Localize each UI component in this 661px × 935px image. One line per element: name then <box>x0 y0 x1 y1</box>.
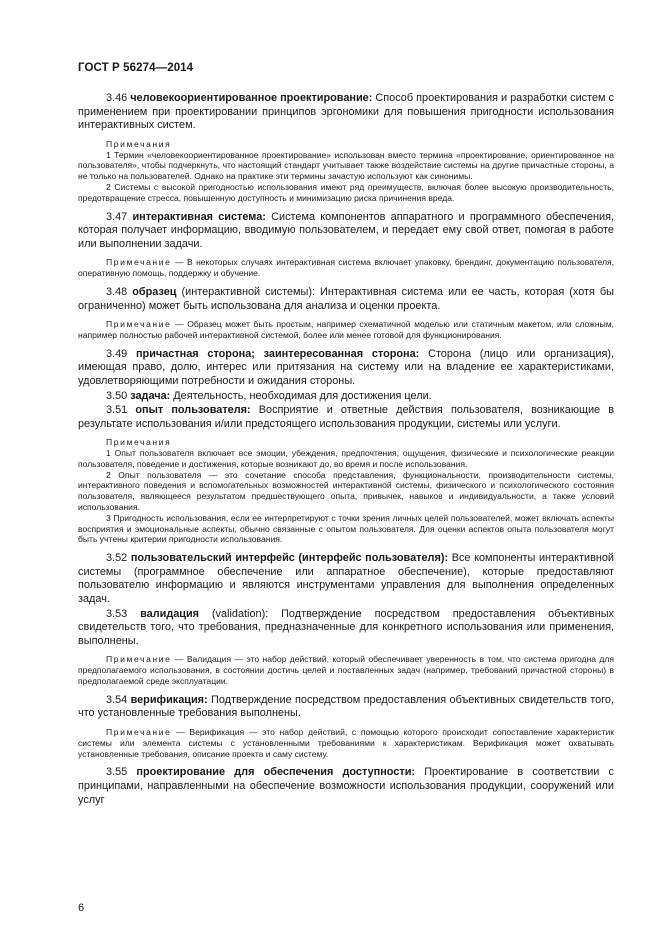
term-definition: (интерактивной системы): Интерактивная система или ее часть, которая (хотя бы ограниченно) может быть использована для анализа и оценки проекта. <box>78 285 614 312</box>
note-label: Примечание <box>106 654 172 665</box>
term-title: валидация <box>140 607 200 620</box>
term-definition: Деятельность, необходимая для достижения цели. <box>173 389 432 402</box>
term-definition: Подтверждение посредством предоставления объективных свидетельств того, что установленные требования выполнены. <box>78 693 614 720</box>
term-title: образец <box>132 285 177 298</box>
term-title: причастная сторона; заинтересованная сторона: <box>135 347 420 360</box>
note-3-48 <box>78 319 614 341</box>
term-title: человекоориентированное проектирование: <box>130 92 373 104</box>
term-title: проектирование для обеспечения доступности: <box>136 766 416 779</box>
term-number: 3.52 <box>106 552 128 565</box>
page-number: 6 <box>78 902 85 914</box>
note-text: Верификация — это набор действий, с помощью которого происходит сопоставление характеристик системы или элемента системы с установленными требованиями к характеристикам. Верификация может охватывать установленные требования, описание проекта и саму систему. <box>78 726 615 759</box>
note-label: Примечание <box>106 257 172 268</box>
term-definition: Сторона (лицо или организация), имеющая право, долю, интерес или притязания на систему или на владение ее характеристиками, удовлетворяющими потребности и ожидания стороны. <box>78 347 615 387</box>
note-dash: — <box>175 319 184 330</box>
term-3-51 <box>78 404 614 431</box>
note-label: Примечание <box>106 319 172 330</box>
term-title: интерактивная система: <box>132 210 266 223</box>
term-definition: Способ проектирования и разработки систем с применением при проектировании принципов эргономики для повышения пригодности использования интерактивных систем. <box>78 92 614 132</box>
term-definition: Восприятие и ответные действия пользователя, возникающие в результате использования и/или предстоящего использования продукции, системы или услуги. <box>78 404 615 430</box>
term-definition: (validation): Подтверждение посредством предоставления объективных свидетельств того, что требования, предназначенные для конкретного использования или применения, выполнены. <box>78 607 614 647</box>
term-3-49 <box>78 348 614 389</box>
term-definition: Все компоненты интерактивной системы (программное обеспечение или аппаратное обеспечение), которые предоставляют пользователю информацию и являются инструментами управления для выполнения определенных задач. <box>78 552 615 606</box>
term-number: 3.55 <box>106 766 128 779</box>
term-definition: Система компонентов аппаратного и программного обеспечения, которая получает информацию, вводимую пользователем, и передает ему свой ответ, помогая в работе или выполнении задачи. <box>78 210 615 250</box>
note-text: 1 Опыт пользователя включает все эмоции, убеждения, предпочтения, ощущения, физические и психологические реакции пользователя, поведение и достижения, которые возникают до, во время и после использования. <box>78 448 614 469</box>
notes-heading: Примечания <box>106 138 172 149</box>
note-dash: — <box>176 726 185 737</box>
note-text: Валидация — это набор действий, который обеспечивает уверенность в том, что система пригодна для предполагаемого использования, в состоянии достичь целей и поставленных задач (например, требований причастной стороны) в предполагаемой среде эксплуатации. <box>78 654 614 686</box>
term-number: 3.47 <box>106 210 128 223</box>
term-number: 3.50 <box>106 389 128 402</box>
note-text: 2 Опыт пользователя — это сочетание способа представления, функциональности, производительности системы, интерактивного поведения и вспомогательных возможностей интерактивной системы, физического и психологического состояния пользователя, являющееся результатом предшествующего опыта, привычек, навыков и индивидуальности, а также условий использования. <box>78 469 614 513</box>
term-3-55 <box>78 766 614 807</box>
term-number: 3.53 <box>106 607 128 620</box>
note-text: В некоторых случаях интерактивная система включает упаковку, брендинг, документацию пользователя, оперативную помощь, поддержку и обучение. <box>78 257 615 279</box>
note-label: Примечание <box>106 726 172 737</box>
note-text: Образец может быть простым, например схематичной моделью или статичным макетом, или сложным, например полностью рабочей интерактивной системой, более или менее готовой для функционирования. <box>78 319 615 340</box>
notes-heading: Примечания <box>106 437 172 448</box>
term-title: верификация: <box>130 693 208 706</box>
note-text: 1 Термин «человекоориентированное проектирование» использован вместо термина «проектирование, ориентированное на пользователя», чтобы подчеркнуть, что настоящий стандарт учитывает также воздействие системы на другие причастные стороны, а не только на пользователей. Однако на практике эти термины зачастую используют как синонимы. <box>78 149 614 182</box>
term-definition: Проектирование в соответствии с принципами, направленными на обеспечение возможности использования продукции, сооружений или услуг <box>78 766 614 806</box>
term-number: 3.46 <box>106 92 128 104</box>
note-dash: — <box>174 257 184 268</box>
term-3-48 <box>78 286 614 313</box>
note-dash: — <box>174 654 184 665</box>
term-3-53 <box>78 608 614 649</box>
term-number: 3.51 <box>106 404 128 417</box>
document-header: ГОСТ Р 56274—2014 <box>78 62 194 74</box>
term-number: 3.49 <box>106 347 128 360</box>
notes-3-46 <box>78 139 614 204</box>
term-title: пользовательский интерфейс (интерфейс пользователя): <box>130 552 449 565</box>
document-body <box>78 92 614 813</box>
notes-3-51 <box>78 437 614 545</box>
term-3-46 <box>78 92 614 133</box>
note-3-54 <box>78 727 614 759</box>
term-number: 3.48 <box>106 285 128 298</box>
term-3-47 <box>78 211 614 252</box>
note-3-47 <box>78 257 614 279</box>
note-text: 2 Системы с высокой пригодностью использования имеют ряд преимуществ, включая более высокую производительность, предотвращение стресса, повышенную доступность и минимизацию риска причинения вреда. <box>78 181 614 203</box>
note-text: 3 Пригодность использования, если ее интерпретируют с точки зрения личных целей пользователей, может включать аспекты восприятия и эмоциональные аспекты, обычно связанные с опытом пользователя. Для оценки аспектов опыта пользователя могут быть учтены критерии пригодности использования. <box>78 512 614 545</box>
term-number: 3.54 <box>106 693 128 706</box>
term-3-52 <box>78 552 614 606</box>
term-3-50 <box>78 390 614 404</box>
term-title: задача: <box>130 389 171 402</box>
note-3-53 <box>78 654 614 686</box>
term-3-54 <box>78 694 614 721</box>
term-title: опыт пользователя: <box>135 404 251 417</box>
